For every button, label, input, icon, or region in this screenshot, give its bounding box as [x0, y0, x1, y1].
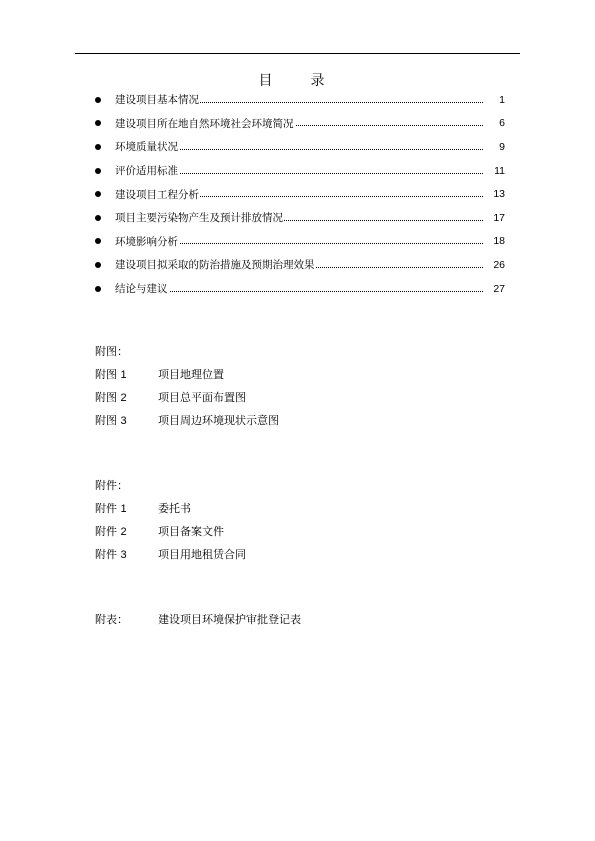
attachment-number: 1 — [120, 503, 127, 515]
bullet-icon — [95, 144, 101, 150]
figure-label: 附图 — [95, 368, 117, 381]
toc-entry-page: 9 — [499, 140, 505, 153]
toc-entry[interactable] — [95, 112, 505, 136]
attachment-item — [95, 546, 246, 562]
figure-number: 3 — [120, 415, 127, 427]
toc-entry-title: 结论与建议 — [115, 283, 168, 296]
bullet-icon — [95, 97, 101, 103]
figure-item — [95, 389, 246, 405]
toc-entry[interactable] — [95, 253, 505, 277]
appendix-table-label: 附表： — [95, 613, 128, 626]
attachment-label: 附件 — [95, 548, 117, 561]
attachment-label: 附件 — [95, 525, 117, 538]
attachments-heading: 附件： — [95, 479, 128, 492]
bullet-icon — [95, 215, 101, 221]
figure-number: 2 — [120, 392, 127, 404]
toc-entry[interactable] — [95, 206, 505, 230]
attachment-item — [95, 500, 191, 516]
toc-entry-page: 11 — [494, 164, 505, 177]
figure-number: 1 — [120, 369, 127, 381]
figure-title: 项目地理位置 — [158, 368, 224, 381]
figure-item — [95, 412, 279, 428]
toc-entry[interactable] — [95, 277, 505, 301]
toc-entry-page: 1 — [499, 93, 505, 106]
toc-entry[interactable] — [95, 88, 505, 112]
toc-entry[interactable] — [95, 135, 505, 159]
attachment-number: 3 — [120, 549, 127, 561]
toc-entry-page: 26 — [493, 258, 505, 271]
figure-item — [95, 366, 224, 382]
appendix-table-item — [95, 611, 301, 627]
bullet-icon — [95, 286, 101, 292]
toc-entry-title: 环境影响分析 — [115, 235, 178, 248]
attachment-label: 附件 — [95, 502, 117, 515]
toc-entry-title: 环境质量状况 — [115, 141, 178, 154]
header-rule — [75, 53, 520, 54]
toc-entry-page: 6 — [499, 117, 505, 130]
attachment-title: 项目用地租赁合同 — [158, 548, 246, 561]
attachment-number: 2 — [120, 526, 127, 538]
figure-label: 附图 — [95, 414, 117, 427]
bullet-icon — [95, 120, 101, 126]
toc-entry[interactable] — [95, 182, 505, 206]
toc-entry-title: 建设项目基本情况 — [115, 94, 199, 107]
toc-entry[interactable] — [95, 159, 505, 183]
toc-entry-title: 建设项目所在地自然环境社会环境简况 — [115, 117, 294, 130]
attachment-title: 项目备案文件 — [158, 525, 224, 538]
figure-title: 项目周边环境现状示意图 — [158, 414, 279, 427]
toc-entry[interactable] — [95, 230, 505, 254]
figure-title: 项目总平面布置图 — [158, 391, 246, 404]
bullet-icon — [95, 238, 101, 244]
toc-entry-title: 评价适用标准 — [115, 165, 178, 178]
toc-entry-title: 建设项目拟采取的防治措施及预期治理效果 — [115, 259, 315, 272]
toc-entry-title: 建设项目工程分析 — [115, 188, 199, 201]
toc-entry-page: 13 — [493, 188, 505, 201]
toc-entry-page: 27 — [493, 282, 505, 295]
attachment-item — [95, 523, 224, 539]
toc-title: 目 录 — [258, 73, 337, 89]
bullet-icon — [95, 262, 101, 268]
figure-label: 附图 — [95, 391, 117, 404]
table-of-contents — [95, 88, 505, 300]
bullet-icon — [95, 191, 101, 197]
toc-entry-page: 17 — [493, 211, 505, 224]
toc-entry-page: 18 — [493, 235, 505, 248]
toc-entry-title: 项目主要污染物产生及预计排放情况 — [115, 212, 283, 225]
appendix-table-title: 建设项目环境保护审批登记表 — [158, 613, 301, 626]
figures-heading: 附图： — [95, 345, 128, 358]
attachment-title: 委托书 — [158, 502, 191, 515]
bullet-icon — [95, 168, 101, 174]
